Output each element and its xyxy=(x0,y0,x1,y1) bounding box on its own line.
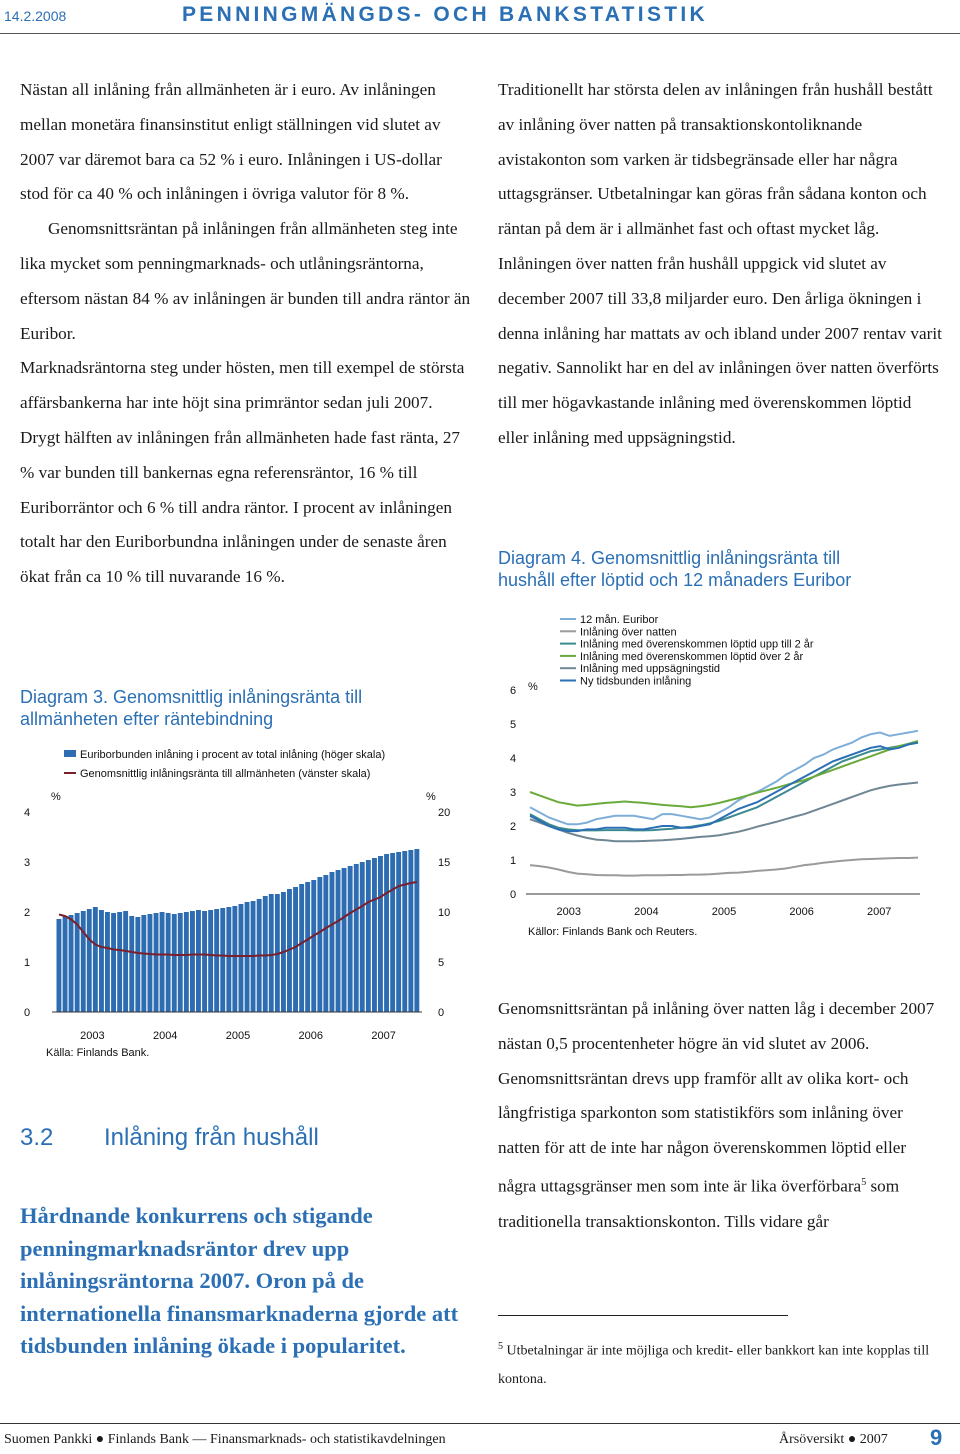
y-right-tick-label: 10 xyxy=(438,907,451,919)
bar xyxy=(63,916,68,1012)
bar xyxy=(366,860,371,1012)
x-tick-label: 2007 xyxy=(371,1030,396,1042)
diagram3-source: Källa: Finlands Bank. xyxy=(46,1047,150,1059)
bar xyxy=(69,915,74,1012)
x-tick-label: 2005 xyxy=(711,906,737,918)
y-tick-label: 4 xyxy=(510,753,517,765)
series-line xyxy=(530,731,918,825)
bar xyxy=(330,872,335,1012)
bar xyxy=(323,875,328,1012)
section-lead: Hårdnande konkurrens och stigande penningmarknadsräntor drev upp inlåningsräntorna 2007. Oron på de internationella finansmarknaderna gjorde att tidsbunden inlåning ökade i popularitet. xyxy=(20,1203,459,1359)
right-column-text-2 xyxy=(498,992,944,1239)
bar xyxy=(184,912,189,1012)
x-ticks xyxy=(557,906,892,918)
bar xyxy=(190,911,195,1012)
bar xyxy=(111,913,116,1012)
right-paragraph-1: Traditionellt har största delen av inlåningen från hushåll bestått av inlåning över natten på transaktionskontoliknande avistakonton som varken är tidsbegränsade eller har några uttagsgränser. Utbetalningar kan göras från sådana konton och räntan på dem är i allmänhet fast och oftast mycket låg. Inlåningen över natten från hushåll uppgick vid slutet av december 2007 till 33,8 miljarder euro. Den årliga ökningen i denna inlåning har mattats av och ibland under 2007 rentav varit negativ. Sannolikt har en del av inlåningen över natten överförts till mer högavkastande inlåning med överenskommen löptid eller inlåning med uppsägningstid. xyxy=(498,80,942,447)
y-tick-label: 6 xyxy=(510,685,517,697)
bar xyxy=(208,910,213,1012)
bar xyxy=(414,849,419,1012)
bar xyxy=(336,870,341,1012)
y-right-tick-label: 0 xyxy=(438,1007,445,1019)
bar xyxy=(311,880,316,1012)
footnote-text: Utbetalningar är inte möjliga och kredit- eller bankkort kan inte kopplas till kontona. xyxy=(498,1343,930,1387)
y-left-tick-label: 3 xyxy=(24,857,31,869)
bar xyxy=(305,882,310,1012)
bar-series xyxy=(57,849,420,1012)
bar xyxy=(396,852,401,1012)
bar xyxy=(372,858,377,1012)
diagram3-title-line1: Diagram 3. Genomsnittlig inlåningsränta till xyxy=(20,687,363,707)
y-right-tick-label: 15 xyxy=(438,857,451,869)
bar xyxy=(135,917,140,1012)
header-title: PENNINGMÄNGDS- OCH BANKSTATISTIK xyxy=(182,3,708,26)
legend-label: 12 mån. Euribor xyxy=(580,614,659,626)
bar xyxy=(57,919,62,1012)
left-paragraph-2: Genomsnittsräntan på inlåningen från allmänheten steg inte lika mycket som penningmarknads- och utlåningsräntorna, eftersom nästan 84 % av inlåningen är bunden till andra räntor än Euribor. xyxy=(20,219,471,343)
footnote-number: 5 xyxy=(498,1341,503,1352)
diagram4-legend xyxy=(560,614,814,688)
y-right-tick-label: 5 xyxy=(438,957,445,969)
bar xyxy=(214,909,219,1012)
bar xyxy=(232,906,237,1012)
bar xyxy=(123,911,128,1012)
page-header xyxy=(0,0,960,44)
diagram4-title-line2: hushåll efter löptid och 12 månaders Euribor xyxy=(498,570,852,590)
bar xyxy=(129,916,134,1012)
legend-label: Inlåning med överenskommen löptid över 2 år xyxy=(580,650,804,663)
x-tick-label: 2006 xyxy=(789,906,814,918)
bar xyxy=(354,864,359,1012)
right-paragraph-2-text-a: Genomsnittsräntan på inlåning över natten låg i december 2007 nästan 0,5 procentenheter högre än vid slutet av 2006. Genomsnittsräntan drevs upp framför allt av olika kort- och långfristiga sparkonton som statistikförs som inlåning över natten för att de inte har någon överenskommen löptid eller några uttagsgränser men som inte är lika överförbara xyxy=(498,999,935,1196)
y-tick-label: 5 xyxy=(510,719,517,731)
x-tick-label: 2003 xyxy=(556,906,582,918)
y-left-tick-label: 1 xyxy=(24,957,31,969)
y-left-ticks xyxy=(24,807,30,1019)
bar xyxy=(117,912,122,1012)
bar xyxy=(93,907,98,1012)
bar xyxy=(160,912,165,1012)
bar xyxy=(81,911,86,1012)
bar xyxy=(105,912,110,1012)
bar xyxy=(148,914,153,1012)
y-tick-label: 0 xyxy=(510,889,517,901)
y-left-tick-label: 0 xyxy=(24,1007,31,1019)
x-tick-label: 2007 xyxy=(866,906,892,918)
bar xyxy=(299,884,304,1012)
bar xyxy=(342,868,347,1012)
header-date: 14.2.2008 xyxy=(4,8,67,24)
series-line xyxy=(530,858,918,876)
bar xyxy=(202,911,207,1012)
page-number: 9 xyxy=(930,1425,943,1450)
bar xyxy=(317,877,322,1012)
line-series xyxy=(530,731,918,876)
footnote-divider xyxy=(498,1315,788,1316)
y-left-tick-label: 4 xyxy=(24,807,31,819)
bar xyxy=(154,913,159,1012)
section-number: 3.2 xyxy=(20,1124,54,1151)
diagram3-legend xyxy=(64,749,385,780)
right-paragraph-2-text-b: som traditionella transaktionskonton. Tills vidare går xyxy=(498,1176,900,1231)
diagram3-title xyxy=(20,686,460,730)
legend-label: Ny tidsbunden inlåning xyxy=(580,675,692,688)
diagram4-chart xyxy=(498,606,938,946)
bar xyxy=(87,909,92,1012)
y-ticks xyxy=(510,685,516,901)
header-divider xyxy=(0,33,960,34)
diagram4-title xyxy=(498,547,938,591)
section-heading xyxy=(20,1124,319,1152)
right-column-text xyxy=(498,73,944,456)
legend-label-line: Genomsnittlig inlåningsränta till allmänheten (vänster skala) xyxy=(80,768,371,780)
footer-left: Suomen Pankki ● Finlands Bank — Finansmarknads- och statistikavdelningen xyxy=(4,1432,446,1447)
legend-label: Inlåning med överenskommen löptid upp till 2 år xyxy=(580,638,814,651)
bar xyxy=(172,914,177,1012)
bar xyxy=(166,913,171,1012)
diagram4-source: Källor: Finlands Bank och Reuters. xyxy=(528,926,698,938)
bar xyxy=(196,910,201,1012)
x-tick-label: 2005 xyxy=(225,1030,251,1042)
bar xyxy=(263,896,268,1012)
left-column-text xyxy=(20,73,472,595)
legend-label-bar: Euriborbunden inlåning i procent av total inlåning (höger skala) xyxy=(80,749,386,761)
bar xyxy=(402,851,407,1012)
bar xyxy=(239,904,244,1012)
y-tick-label: 1 xyxy=(510,855,517,867)
x-tick-label: 2004 xyxy=(152,1030,178,1042)
y-tick-label: 3 xyxy=(510,787,517,799)
diagram3-title-line2: allmänheten efter räntebindning xyxy=(20,709,274,729)
y-tick-label: 2 xyxy=(510,821,517,833)
footer-divider xyxy=(0,1423,960,1424)
bar xyxy=(226,907,231,1012)
bar xyxy=(390,853,395,1012)
x-tick-label: 2004 xyxy=(634,906,659,918)
bar xyxy=(348,866,353,1012)
bar xyxy=(141,915,146,1012)
diagram3-chart xyxy=(20,740,480,1070)
series-line xyxy=(530,783,918,842)
bar xyxy=(220,908,225,1012)
bar xyxy=(178,913,183,1012)
left-paragraph-3: Marknadsräntorna steg under hösten, men till exempel de största affärsbankerna har inte höjt sina primräntor sedan juli 2007. Drygt hälften av inlåningen från allmänheten hade fast ränta, 27 % var bunden till bankernas egna referensräntor, 16 % till Euriborräntor och 6 % till andra räntor. I procent av inlåningen totalt har den Euriborbundna inlåningen under de senaste åren ökat från ca 10 % till nuvarande 16 %. xyxy=(20,358,465,587)
footnote-reference: 5 xyxy=(861,1176,867,1188)
right-paragraph-2 xyxy=(498,992,944,1239)
bar xyxy=(408,850,413,1012)
bar xyxy=(384,854,389,1012)
legend-label: Inlåning med uppsägningstid xyxy=(580,663,721,676)
legend-label: Inlåning över natten xyxy=(580,626,677,639)
x-tick-label: 2006 xyxy=(298,1030,324,1042)
bar xyxy=(269,894,274,1012)
footnote xyxy=(498,1333,944,1394)
bar xyxy=(360,862,365,1012)
y-left-unit: % xyxy=(51,791,61,803)
y-right-tick-label: 20 xyxy=(438,807,451,819)
y-unit: % xyxy=(528,681,538,693)
left-paragraph-1: Nästan all inlåning från allmänheten är i euro. Av inlåningen mellan monetära finansinstitut enligt ställningen vid slutet av 2007 var däremot bara ca 52 % i euro. Inlåningen i US-dollar stod för ca 40 % och inlåningen i övriga valutor för 8 %. xyxy=(20,80,442,204)
bar xyxy=(293,887,298,1012)
y-right-ticks xyxy=(438,807,450,1019)
section-title: Inlåning från hushåll xyxy=(104,1124,319,1151)
x-ticks xyxy=(80,1030,396,1042)
y-left-tick-label: 2 xyxy=(24,907,31,919)
footer-right: Årsöversikt ● 2007 xyxy=(779,1432,888,1447)
bar xyxy=(99,910,104,1012)
diagram4-title-line1: Diagram 4. Genomsnittlig inlåningsränta till xyxy=(498,548,841,568)
legend-swatch-bar xyxy=(64,750,76,757)
y-right-unit: % xyxy=(426,791,436,803)
bar xyxy=(378,856,383,1012)
x-tick-label: 2003 xyxy=(80,1030,105,1042)
